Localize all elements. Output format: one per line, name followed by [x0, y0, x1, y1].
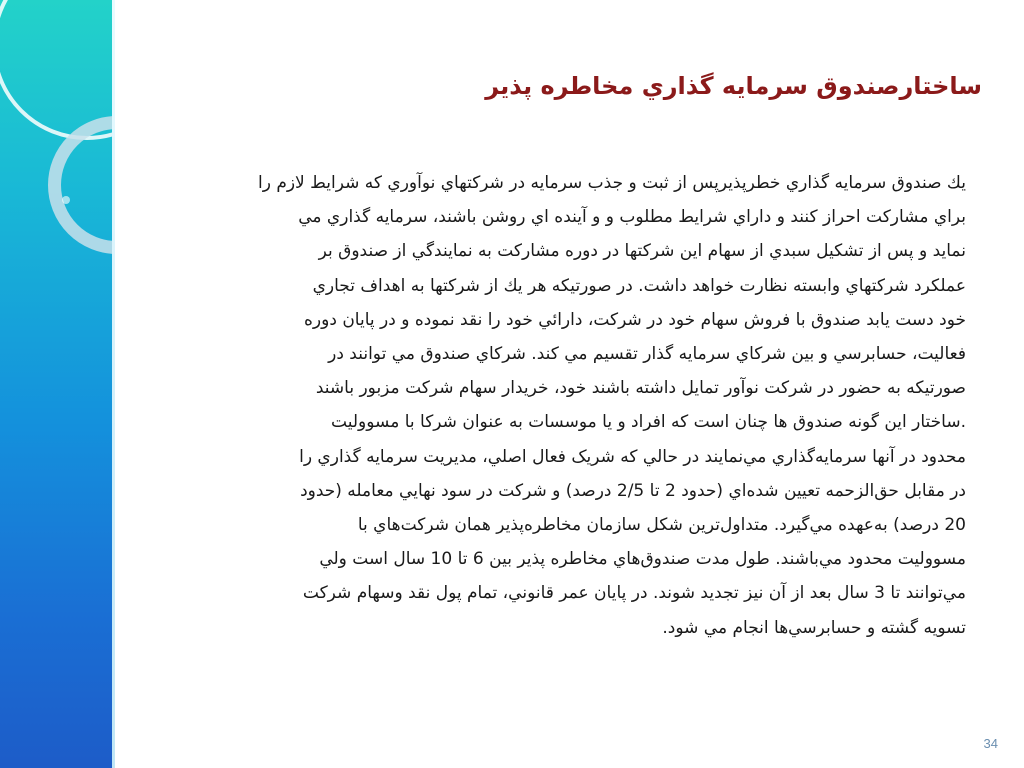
- decorative-sidebar: [0, 0, 112, 768]
- decorative-ring-icon: [48, 116, 112, 254]
- body-line: صورتيكه به حضور در شركت نوآور تمايل داشته باشند خود، خريدار سهام شركت مزبور باشند: [315, 378, 966, 399]
- body-line: مسووليت محدود مي‌باشند. طول مدت صندوق‌هاي مخاطره پذير بين 6 تا 10 سال است ولي: [319, 549, 966, 570]
- slide-body: [166, 166, 966, 645]
- page-number: 34: [983, 736, 998, 751]
- body-line: نمايد و پس از تشكيل سبدي از سهام اين شركتها در دوره مشاركت به نمايندگي از صندوق بر: [318, 241, 966, 262]
- body-line: فعاليت، حسابرسي و بين شركاي سرمايه گذار تقسيم مي كند. شركاي صندوق مي توانند در: [328, 344, 966, 365]
- slide-title: ساختارصندوق سرمايه گذاري مخاطره پذير: [485, 72, 982, 100]
- body-line: 20 درصد) به‌عهده مي‌گيرد. متداول‌ترين شكل سازمان مخاطره‌پذير همان شركت‌هاي با: [357, 515, 966, 536]
- body-line: يك صندوق سرمايه گذاري خطرپذيرپس از ثبت و جذب سرمايه در شركتهاي نوآوري كه شرايط لازم را: [257, 173, 966, 193]
- body-line: خود دست يابد صندوق با فروش سهام خود در شركت، دارائي خود را نقد نموده و در پايان دوره: [304, 309, 966, 330]
- body-line: تسويه گشته و حسابرسي‌ها انجام مي شود.: [662, 617, 966, 638]
- decorative-dot-icon: [62, 196, 70, 204]
- body-line: .ساختار اين گونه صندوق ها چنان است كه افراد و يا موسسات به عنوان شركا با مسووليت: [331, 412, 966, 433]
- body-line: عملكرد شركتهاي وابسته نظارت خواهد داشت. در صورتيكه هر يك از شركتها به اهداف تجاري: [312, 275, 966, 296]
- body-line: در مقابل حق‌الزحمه تعيين شده‌اي (حدود 2 تا 2/5 درصد) و شركت در سود نهايي معامله (حدود: [300, 480, 966, 501]
- body-line: مي‌توانند تا 3 سال بعد از آن نيز تجديد شوند. در پايان عمر قانوني، تمام پول نقد وسهام شركت: [302, 583, 966, 604]
- body-line: براي مشاركت احراز كنند و داراي شرايط مطلوب و و آينده اي روشن باشند، سرمايه گذاري مي: [298, 207, 966, 228]
- sidebar-divider: [112, 0, 115, 768]
- body-line: محدود در آنها سرمايه‌گذاري مي‌نمايند در حالي كه شريک فعال اصلي، مديريت سرمايه گذاري را: [299, 446, 966, 467]
